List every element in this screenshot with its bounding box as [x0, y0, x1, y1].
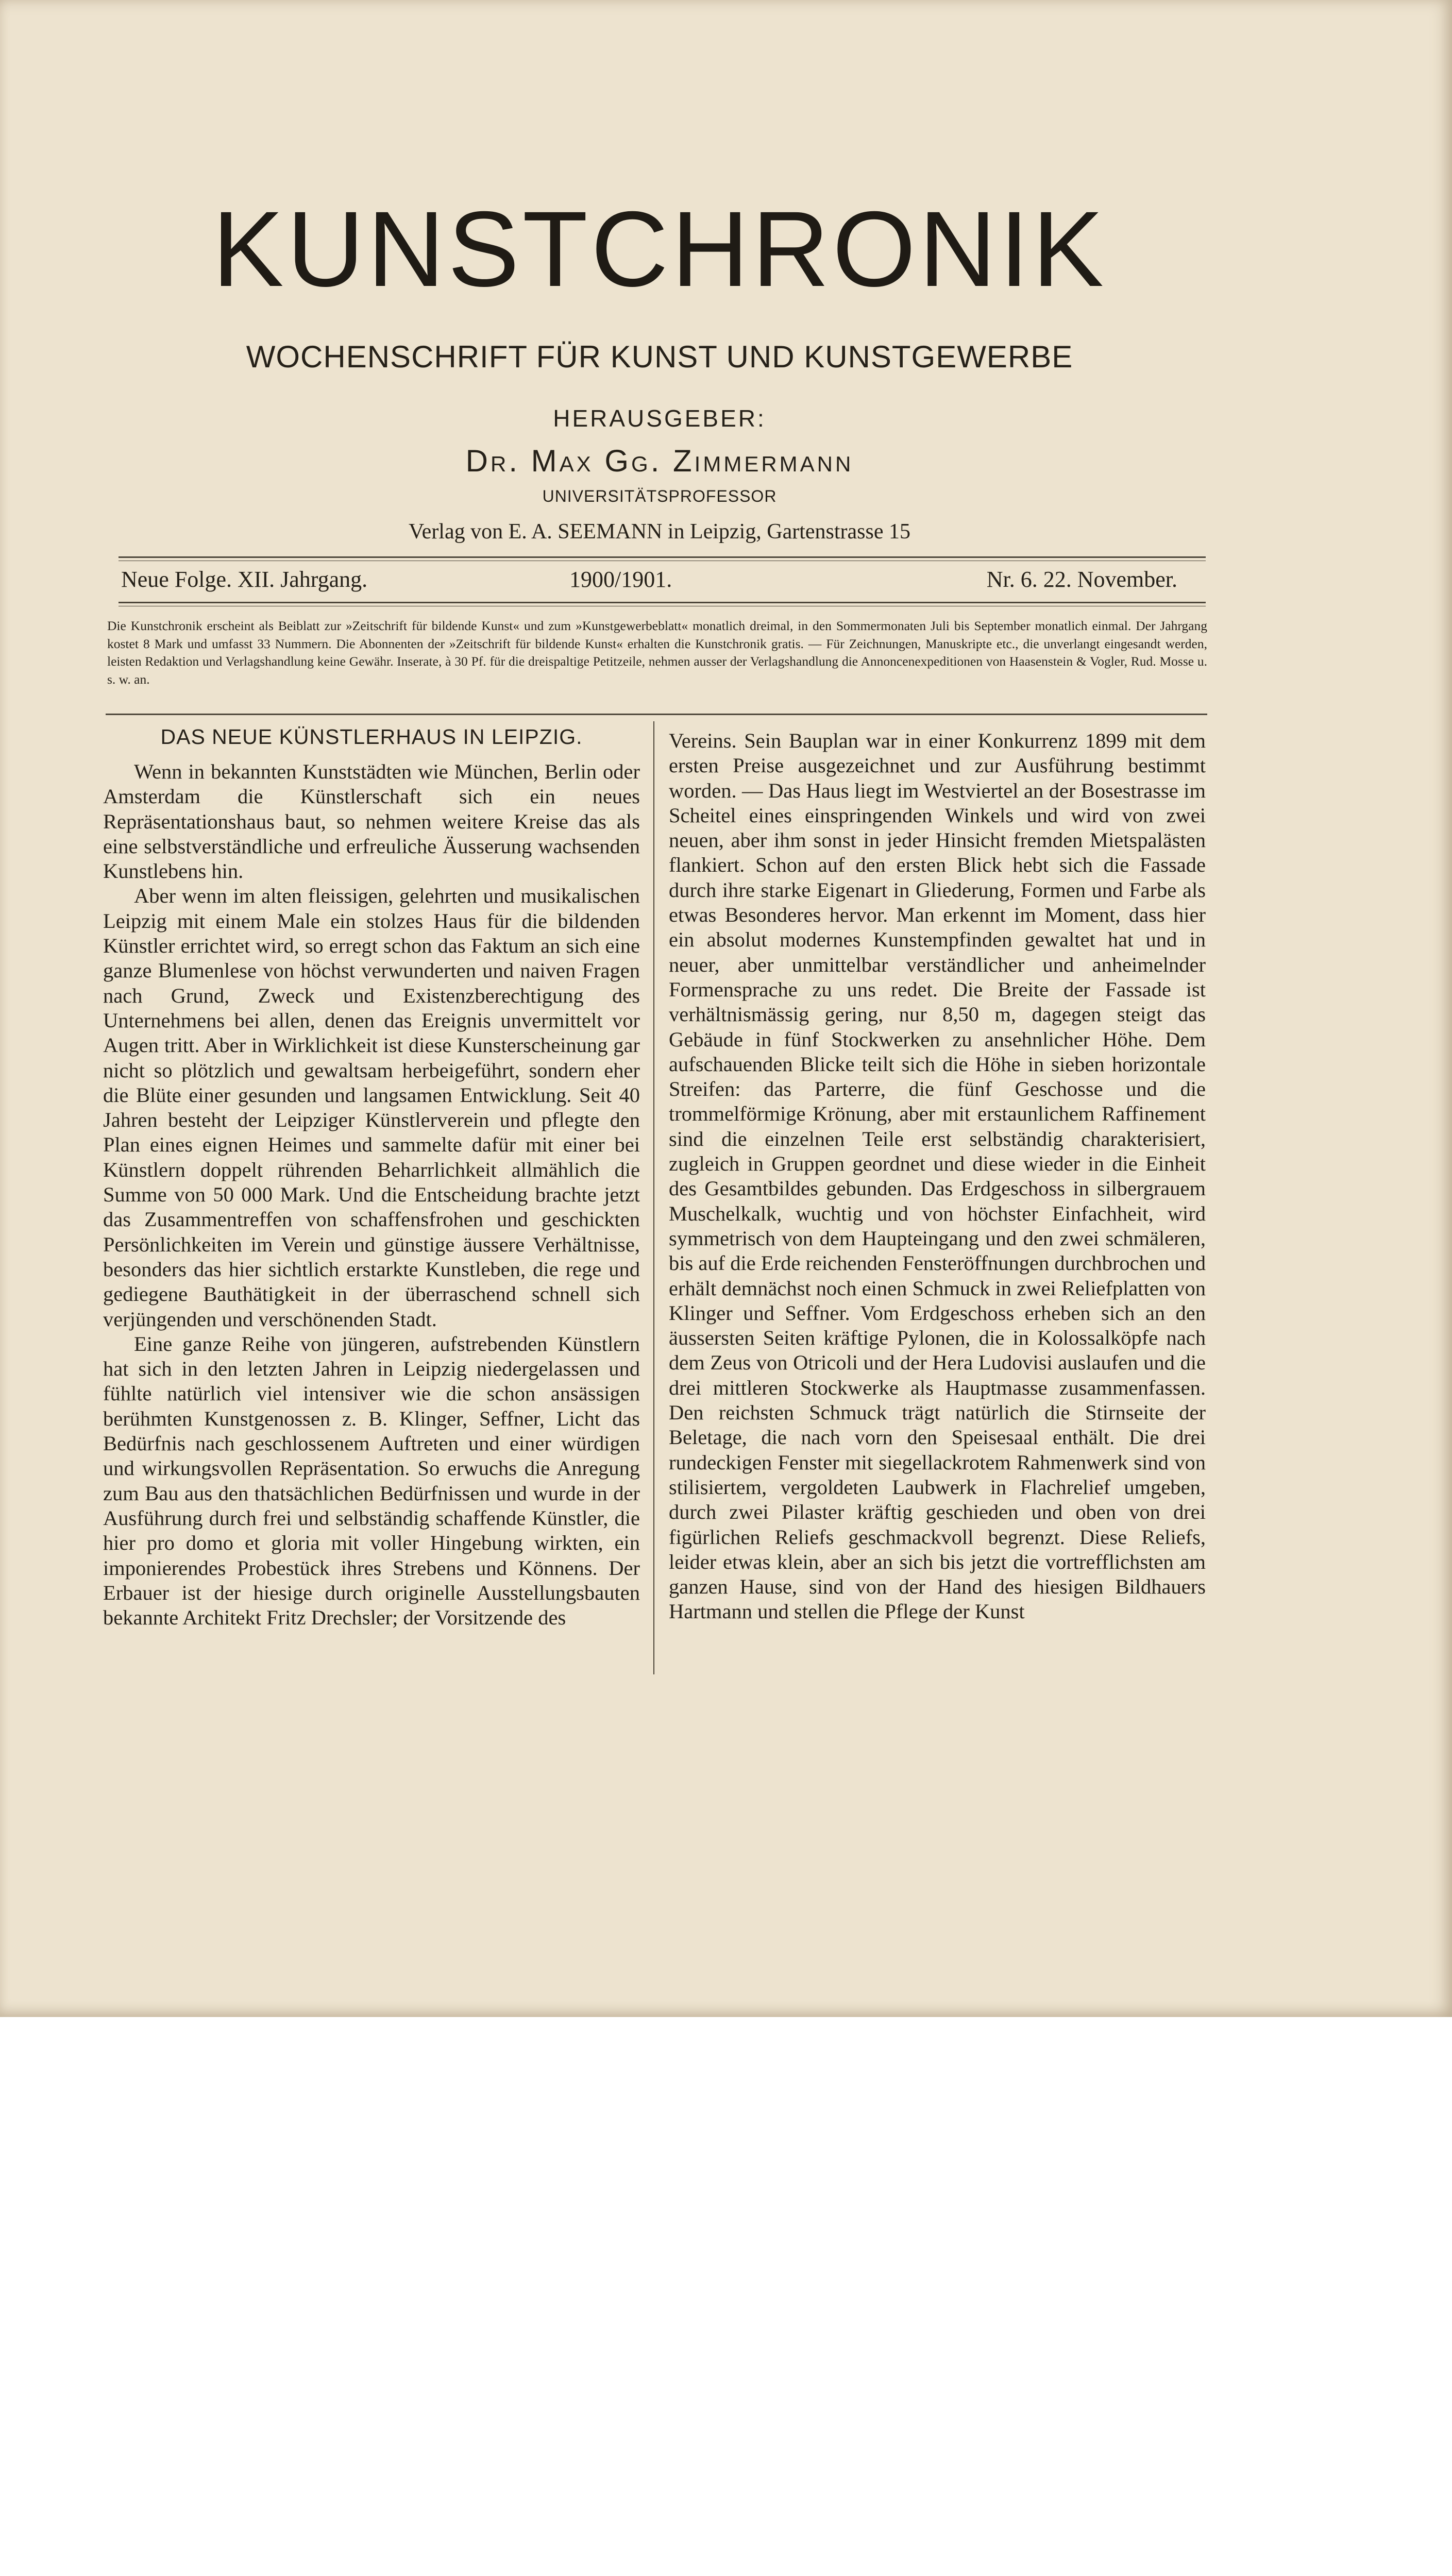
- column-divider: [653, 721, 654, 1674]
- notice-rule: [106, 714, 1207, 715]
- issue-number-date: Nr. 6. 22. November.: [986, 567, 1177, 592]
- top-rule: [119, 556, 1206, 558]
- editor-label: HERAUSGEBER:: [553, 405, 766, 432]
- article-column-left: [103, 724, 640, 1630]
- editor-name: Dr. Max Gg. Zimmermann: [465, 444, 854, 478]
- article-paragraph: Wenn in bekannten Kunststädten wie München, Berlin oder Amsterdam die Künstlerschaft sich ein neues Repräsentationshaus baut, so nehmen weitere Kreise das als eine selbstverständliche und erfreuliche Äusserung wachsenden Kunstlebens hin.: [103, 760, 640, 883]
- issue-year: 1900/1901.: [569, 567, 672, 592]
- article-column-right: [669, 728, 1206, 1624]
- masthead-subtitle: WOCHENSCHRIFT FÜR KUNST UND KUNSTGEWERBE: [246, 340, 1073, 374]
- publisher-line: Verlag von E. A. SEEMANN in Leipzig, Gartenstrasse 15: [409, 520, 910, 544]
- issue-series: Neue Folge. XII. Jahrgang.: [121, 567, 368, 592]
- article-paragraph: Vereins. Sein Bauplan war in einer Konkurrenz 1899 mit dem ersten Preise ausgezeichnet und zur Ausführung bestimmt worden. — Das Haus liegt im Westviertel an der Bosestrasse im Scheitel eines einspringenden Winkels und wird von zwei neuen, aber ihm sonst in jeder Hinsicht fremden Mietspalästen flankiert. Schon auf den ersten Blick hebt sich die Fassade durch ihre starke Eigenart in Gliederung, Formen und Farbe als etwas Besonderes hervor. Man erkennt im Moment, dass hier ein absolut modernes Kunstempfinden gewaltet hat und in neuer, aber unmittelbar verständlicher und anheimelnder Formensprache zu uns redet. Die Breite der Fassade ist verhältnismässig gering, nur 8,50 m, dagegen steigt das Gebäude in fünf Stockwerken zu ansehnlicher Höhe. Dem aufschauenden Blicke teilt sich die Höhe in sieben horizontale Streifen: das Parterre, die fünf Geschosse und die trommelförmige Krönung, aber mit erstaunlichem Raffinement sind die einzelnen Teile erst selbständig charakterisiert, zugleich in Gruppen geordnet und diese wieder in die Einheit des Gesamtbildes gebunden. Das Erdgeschoss in silbergrauem Muschelkalk, wuchtig und von höchster Einfachheit, wird symmetrisch von dem Haupteingang und den zwei schmäleren, bis auf die Erde reichenden Fensteröffnungen durchbrochen und erhält demnächst noch einen Schmuck in zwei Reliefplatten von Klinger und Seffner. Vom Erdgeschoss erheben sich an den äussersten Seiten kräftige Pylonen, die in Kolossalköpfe nach dem Zeus von Otricoli und der Hera Ludovisi auslaufen und die drei mittleren Stockwerke als Hauptmasse zusammenfassen. Den reichsten Schmuck trägt natürlich die Stirnseite der Beletage, die nach vorn den Speisesaal enthält. Die drei rundeckigen Fenster mit siegellackrotem Rahmenwerk sind von stilisiertem, vergoldeten Laubwerk in Flachrelief umgeben, durch zwei Pilaster kräftig geschieden und oben von drei figürlichen Reliefs geschmackvoll begrenzt. Diese Reliefs, leider etwas klein, aber an sich bis jetzt die vortrefflichsten am ganzen Hause, sind von der Hand des hiesigen Bildhauers Hartmann und stellen die Pflege der Kunst: [669, 729, 1206, 1623]
- subscription-notice: Die Kunstchronik erscheint als Beiblatt zur »Zeitschrift für bildende Kunst« und zum »Kunstgewerbeblatt« monatlich dreimal, in den Sommermonaten Juli bis September monatlich einmal. Der Jahrgang kostet 8 Mark und umfasst 33 Nummern. Die Abonnenten der »Zeitschrift für bildende Kunst« erhalten die Kunstchronik gratis. — Für Zeichnungen, Manuskripte etc., die unverlangt eingesandt werden, leisten Redaktion und Verlagshandlung keine Gewähr. Inserate, à 30 Pf. für die dreispaltige Petitzeile, nehmen ausser der Verlagshandlung die Annoncenexpeditionen von Haasenstein & Vogler, Rud. Mosse u. s. w. an.: [107, 618, 1207, 687]
- article-paragraph: Eine ganze Reihe von jüngeren, aufstrebenden Künstlern hat sich in den letzten Jahren in Leipzig niedergelassen und fühlte natürlich viel intensiver wie die schon ansässigen berühmten Kunstgenossen z. B. Klinger, Seffner, Licht das Bedürfnis nach geschlossenem Auftreten und einer würdigen und wirkungsvollen Repräsentation. So erwuchs die Anregung zum Bau aus den thatsächlichen Bedürfnissen und wurde in der Ausführung durch frei und selbständig schaffende Künstler, die hier pro domo et gloria mit voller Hingebung wirkten, ein imponierendes Probestück ihres Strebens und Könnens. Der Erbauer ist der hiesige durch originelle Ausstellungsbauten bekannte Architekt Fritz Drechsler; der Vorsitzende des: [103, 1332, 640, 1630]
- issue-rule: [119, 602, 1206, 603]
- digitization-footer: [0, 2017, 1452, 2122]
- article-heading: DAS NEUE KÜNSTLERHAUS IN LEIPZIG.: [160, 725, 583, 749]
- article-paragraph: Aber wenn im alten fleissigen, gelehrten und musikalischen Leipzig mit einem Male ein stolzes Haus für die bildenden Künstler errichtet wird, so erregt schon das Faktum an sich eine ganze Blumenlese von höchst verwunderten und naiven Fragen nach Grund, Zweck und Existenzberechtigung des Unternehmens bei allen, denen das Ereignis unvermittelt vor Augen tritt. Aber in Wirklichkeit ist diese Kunsterscheinung gar nicht so plötzlich und gewaltsam herbeigeführt, sondern eher die Blüte einer gesunden und langsamen Entwicklung. Seit 40 Jahren besteht der Leipziger Künstlerverein und pflegte den Plan eines eignen Heimes und sammelte dafür mit einer bei Künstlern doppelt rührenden Beharrlichkeit allmählich die Summe von 50 000 Mark. Und die Entscheidung brachte jetzt das Zusammentreffen von schaffensfrohen und geschickten Persönlichkeiten im Verein und günstige äussere Verhältnisse, besonders das hier sichtlich erstarkte Kunstleben, die rege und gediegene Bauthätigkeit in der überraschend schnell sich verjüngenden und verschönenden Stadt.: [103, 884, 640, 1331]
- editor-title: UNIVERSITÄTSPROFESSOR: [542, 487, 777, 505]
- masthead-title: KUNSTCHRONIK: [212, 190, 1107, 309]
- issue-line: [121, 564, 1177, 595]
